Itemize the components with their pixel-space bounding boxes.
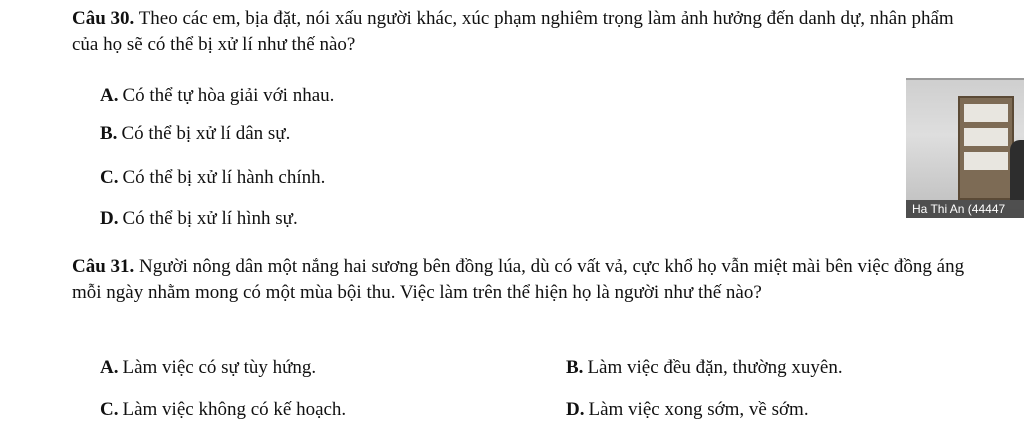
option-letter: C. (100, 167, 119, 188)
option-text: Có thể bị xử lí dân sự. (121, 123, 291, 144)
option-letter: B. (566, 357, 584, 378)
option-letter: A. (100, 85, 119, 106)
question-30-option-b (100, 122, 290, 146)
question-31-option-d (566, 398, 809, 422)
option-text: Có thể bị xử lí hình sự. (122, 208, 298, 229)
question-31-body: Người nông dân một nắng hai sương bên đồng lúa, dù có vất vả, cực khổ họ vẫn miệt mài bên việc đồng áng mỗi ngày nhằm mong có một mùa bội thu. Việc làm trên thể hiện họ là người như thế nào? (72, 256, 965, 303)
option-text: Làm việc không có kế hoạch. (122, 399, 347, 420)
question-30-option-d (100, 207, 298, 231)
participant-video-tile[interactable] (906, 78, 1024, 218)
participant-silhouette (1010, 140, 1024, 200)
question-31-option-c (100, 398, 346, 422)
option-text: Có thể tự hòa giải với nhau. (122, 85, 335, 106)
question-31-text (72, 254, 984, 306)
question-30-body: Theo các em, bịa đặt, nói xấu người khác, xúc phạm nghiêm trọng làm ảnh hưởng đến danh dự, nhân phẩm của họ sẽ có thể bị xử lí như thế nào? (72, 8, 954, 55)
question-30-option-c (100, 166, 325, 190)
background-window-image (958, 96, 1014, 200)
option-letter: A. (100, 357, 119, 378)
option-letter: C. (100, 399, 119, 420)
window-pane (964, 128, 1008, 146)
question-30-option-a (100, 84, 334, 108)
option-text: Làm việc xong sớm, về sớm. (588, 399, 809, 420)
option-letter: D. (100, 208, 119, 229)
question-31-label: Câu 31. (72, 256, 135, 277)
option-text: Làm việc có sự tùy hứng. (122, 357, 317, 378)
option-letter: B. (100, 123, 118, 144)
window-pane (964, 104, 1008, 122)
option-letter: D. (566, 399, 585, 420)
question-30-label: Câu 30. (72, 8, 135, 29)
question-31-option-a (100, 356, 316, 380)
question-31-option-b (566, 356, 843, 380)
option-text: Có thể bị xử lí hành chính. (122, 167, 326, 188)
window-pane (964, 152, 1008, 170)
question-30-text (72, 6, 982, 58)
participant-name-label: Ha Thi An (44447 (906, 200, 1024, 218)
option-text: Làm việc đều đặn, thường xuyên. (587, 357, 843, 378)
